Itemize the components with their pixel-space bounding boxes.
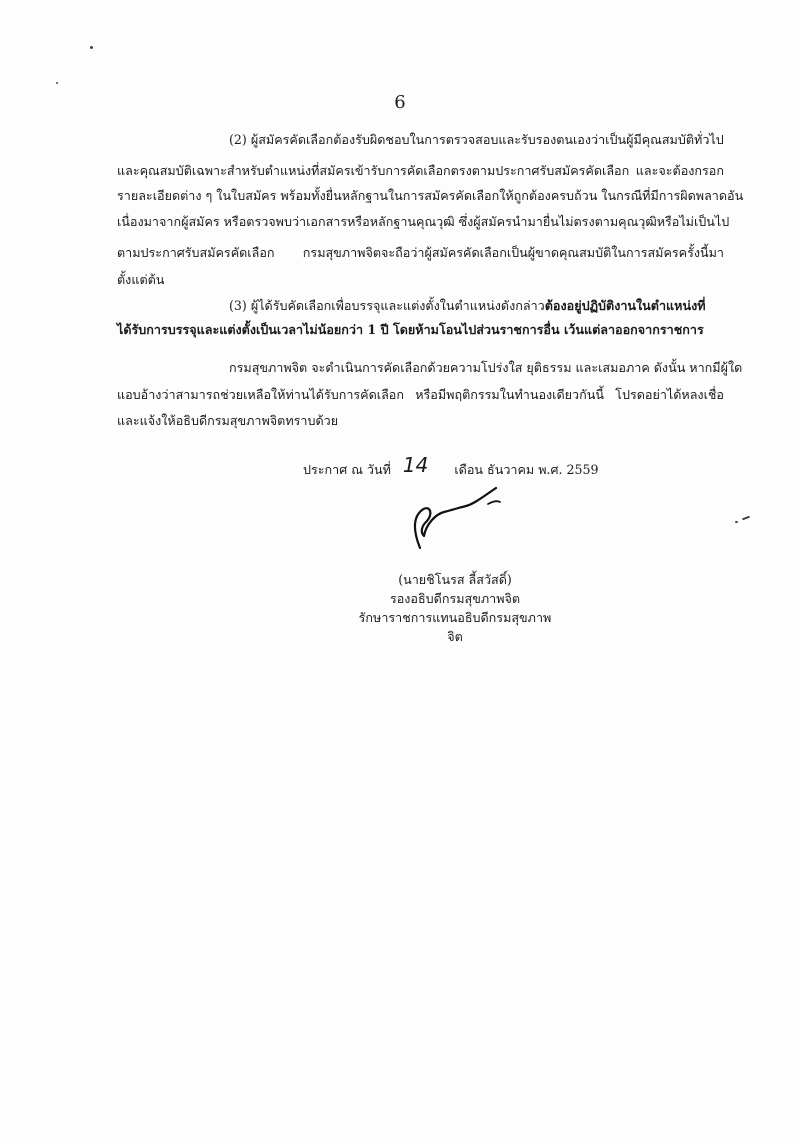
announcement-date bbox=[303, 455, 599, 480]
paragraph-2-line: และคุณสมบัติเฉพาะสำหรับตำแหน่งที่สมัครเข้ารับการคัดเลือกตรงตามประกาศรับสมัครคัดเลือก และจะต้องกรอก bbox=[117, 163, 724, 178]
scan-speck bbox=[56, 82, 58, 84]
paragraph-2-line: ตั้งแต่ต้น bbox=[117, 272, 165, 287]
paragraph-3-line-2: ได้รับการบรรจุและแต่งตั้งเป็นเวลาไม่น้อยกว่า 1 ปี โดยห้ามโอนไปส่วนราชการอื่น เว้นแต่ลาออกจากราชการ bbox=[117, 322, 704, 337]
paragraph-2-line: เนื่องมาจากผู้สมัคร หรือตรวจพบว่าเอกสารหรือหลักฐานคุณวุฒิ ซึ่งผู้สมัครนำมายื่นไม่ตรงตามคุณวุฒิหรือไม่เป็นไป bbox=[117, 214, 730, 229]
paragraph-4-line: แอบอ้างว่าสามารถช่วยเหลือให้ท่านได้รับการคัดเลือก หรือมีพฤติกรรมในทำนองเดียวกันนี้ โปรดอย่าได้หลงเชื่อ bbox=[117, 387, 724, 402]
paragraph-3-normal-text: (3) ผู้ได้รับคัดเลือกเพื่อบรรจุและแต่งตั้งในตำแหน่งดังกล่าว bbox=[229, 298, 545, 313]
paragraph-3-bold-text: ต้องอยู่ปฏิบัติงานในตำแหน่งที่ bbox=[544, 298, 706, 313]
scan-speck bbox=[735, 521, 738, 523]
scan-speck bbox=[742, 516, 750, 521]
paragraph-2-line: รายละเอียดต่าง ๆ ในใบสมัคร พร้อมทั้งยื่นหลักฐานในการสมัครคัดเลือกให้ถูกต้องครบถ้วน ในกรณีที่มีการผิดพลาดอัน bbox=[117, 188, 744, 203]
paragraph-2-line: (2) ผู้สมัครคัดเลือกต้องรับผิดชอบในการตรวจสอบและรับรองตนเองว่าเป็นผู้มีคุณสมบัติทั่วไป bbox=[229, 132, 724, 147]
announcement-month-year: เดือน ธันวาคม พ.ศ. 2559 bbox=[454, 462, 599, 477]
paragraph-3-line-1 bbox=[229, 298, 706, 314]
announcement-prefix: ประกาศ ณ วันที่ bbox=[303, 462, 391, 477]
handwritten-day: 14 bbox=[402, 453, 429, 477]
signatory-acting-position: รักษาราชการแทนอธิบดีกรมสุขภาพจิต bbox=[358, 610, 552, 644]
signatory-block bbox=[355, 570, 555, 646]
signatory-position: รองอธิบดีกรมสุขภาพจิต bbox=[389, 591, 521, 606]
scan-speck bbox=[90, 46, 93, 49]
paragraph-4-line: และแจ้งให้อธิบดีกรมสุขภาพจิตทราบด้วย bbox=[117, 413, 339, 428]
handwritten-signature bbox=[400, 478, 520, 558]
page-number: 6 bbox=[394, 92, 406, 113]
paragraph-4-line: กรมสุขภาพจิต จะดำเนินการคัดเลือกด้วยความโปร่งใส ยุติธรรม และเสมอภาค ดังนั้น หากมีผู้ใด bbox=[229, 360, 743, 375]
signatory-name: (นายชิโนรส ลี้สวัสดิ์) bbox=[398, 572, 512, 587]
paragraph-2-line: ตามประกาศรับสมัครคัดเลือก กรมสุขภาพจิตจะถือว่าผู้สมัครคัดเลือกเป็นผู้ขาดคุณสมบัติในการสมัครครั้งนี้มา bbox=[117, 245, 724, 260]
